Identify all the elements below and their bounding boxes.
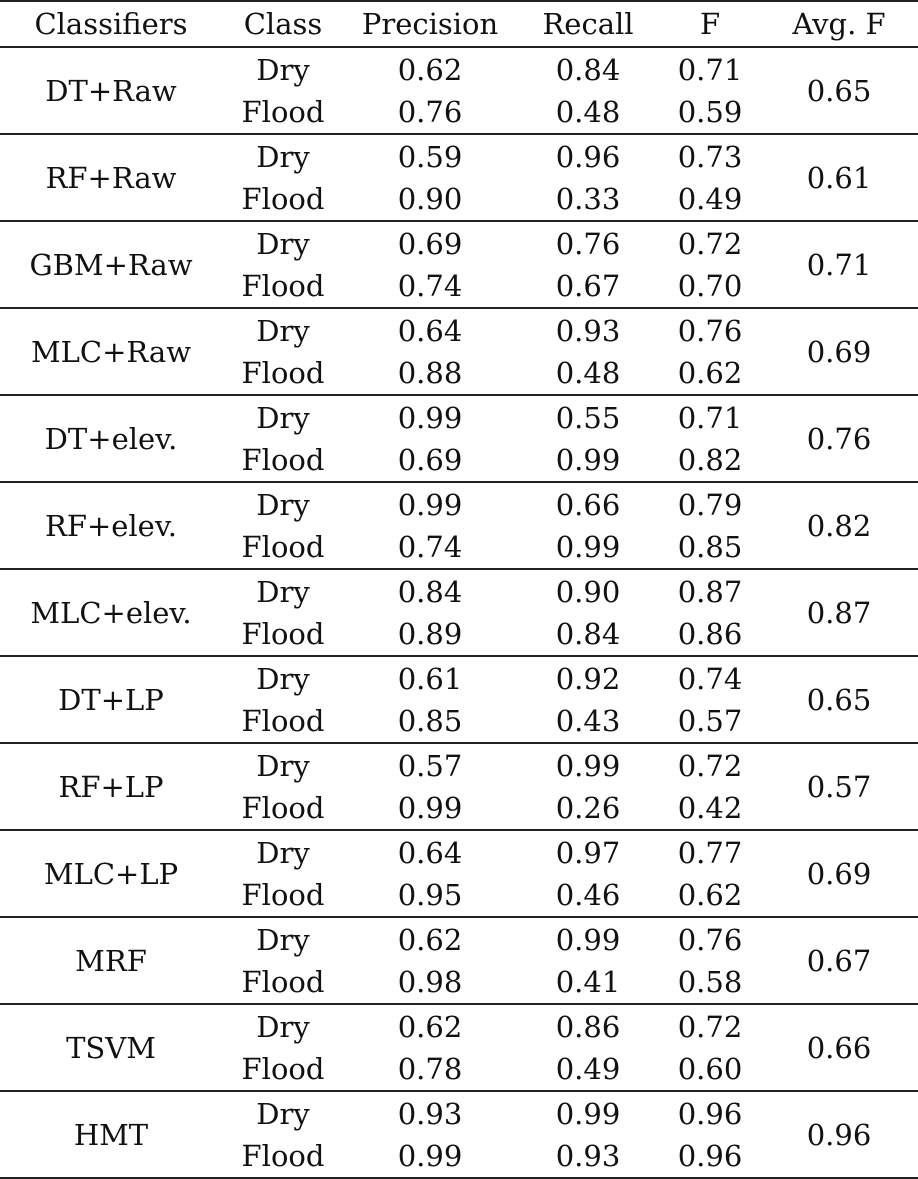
precision-value: 0.61 — [397, 662, 463, 696]
precision-value: 0.57 — [397, 749, 463, 783]
classifier-name: GBM+Raw — [0, 221, 222, 308]
class-label: Dry — [256, 227, 310, 261]
avg-f-value: 0.57 — [760, 743, 918, 830]
f-value: 0.58 — [660, 961, 760, 1004]
classifier-name: DT+Raw — [0, 47, 222, 134]
table-header — [0, 1, 918, 47]
f-value: 0.72 — [677, 749, 743, 783]
f-value: 0.60 — [660, 1048, 760, 1091]
table-row — [0, 308, 918, 352]
header-classifiers: Classifiers — [0, 1, 222, 47]
f-value: 0.77 — [677, 836, 743, 870]
f-value: 0.82 — [660, 439, 760, 482]
f-value: 0.96 — [677, 1097, 743, 1131]
class-label: Dry — [256, 314, 310, 348]
precision-value: 0.64 — [397, 836, 463, 870]
avg-f-value: 0.87 — [760, 569, 918, 656]
class-label: Dry — [256, 401, 310, 435]
precision-value: 0.89 — [344, 613, 516, 656]
header-precision: Precision — [344, 1, 516, 47]
avg-f-value: 0.69 — [760, 308, 918, 395]
precision-value: 0.64 — [397, 314, 463, 348]
recall-value: 0.86 — [555, 1010, 621, 1044]
recall-value: 0.93 — [516, 1135, 660, 1178]
table-row — [0, 395, 918, 439]
precision-value: 0.99 — [397, 401, 463, 435]
classifier-name: DT+elev. — [0, 395, 222, 482]
f-value: 0.70 — [660, 265, 760, 308]
f-value: 0.71 — [677, 53, 743, 87]
recall-value: 0.92 — [555, 662, 621, 696]
class-label: Dry — [256, 1010, 310, 1044]
recall-value: 0.46 — [516, 874, 660, 917]
recall-value: 0.26 — [516, 787, 660, 830]
recall-value: 0.43 — [516, 700, 660, 743]
avg-f-value: 0.76 — [760, 395, 918, 482]
precision-value: 0.69 — [397, 227, 463, 261]
avg-f-value: 0.67 — [760, 917, 918, 1004]
f-value: 0.71 — [677, 401, 743, 435]
classifier-name: MRF — [0, 917, 222, 1004]
class-label: Dry — [256, 575, 310, 609]
precision-value: 0.88 — [344, 352, 516, 395]
header-f: F — [660, 1, 760, 47]
f-value: 0.72 — [677, 1010, 743, 1044]
class-label: Dry — [256, 53, 310, 87]
f-value: 0.73 — [677, 140, 743, 174]
f-value: 0.49 — [660, 178, 760, 221]
header-class: Class — [222, 1, 344, 47]
table-body — [0, 47, 918, 1178]
precision-value: 0.90 — [344, 178, 516, 221]
f-value: 0.57 — [660, 700, 760, 743]
f-value: 0.42 — [660, 787, 760, 830]
header-avg-f: Avg. F — [760, 1, 918, 47]
f-value: 0.62 — [660, 352, 760, 395]
class-label: Flood — [222, 352, 344, 395]
header-recall: Recall — [516, 1, 660, 47]
avg-f-value: 0.69 — [760, 830, 918, 917]
header-row — [0, 1, 918, 47]
recall-value: 0.99 — [555, 1097, 621, 1131]
precision-value: 0.69 — [344, 439, 516, 482]
class-label: Flood — [222, 439, 344, 482]
recall-value: 0.97 — [555, 836, 621, 870]
avg-f-value: 0.61 — [760, 134, 918, 221]
f-value: 0.86 — [660, 613, 760, 656]
recall-value: 0.33 — [516, 178, 660, 221]
precision-value: 0.99 — [397, 488, 463, 522]
classifier-name: RF+elev. — [0, 482, 222, 569]
f-value: 0.85 — [660, 526, 760, 569]
recall-value: 0.99 — [555, 749, 621, 783]
recall-value: 0.49 — [516, 1048, 660, 1091]
table-row — [0, 656, 918, 700]
class-label: Flood — [222, 874, 344, 917]
classifier-name: HMT — [0, 1091, 222, 1178]
recall-value: 0.76 — [555, 227, 621, 261]
precision-value: 0.85 — [344, 700, 516, 743]
avg-f-value: 0.96 — [760, 1091, 918, 1178]
recall-value: 0.48 — [516, 91, 660, 134]
avg-f-value: 0.82 — [760, 482, 918, 569]
precision-value: 0.99 — [344, 787, 516, 830]
recall-value: 0.55 — [555, 401, 621, 435]
f-value: 0.74 — [677, 662, 743, 696]
f-value: 0.87 — [677, 575, 743, 609]
precision-value: 0.62 — [397, 53, 463, 87]
precision-value: 0.76 — [344, 91, 516, 134]
class-label: Flood — [222, 91, 344, 134]
table-row — [0, 1091, 918, 1135]
f-value: 0.72 — [677, 227, 743, 261]
precision-value: 0.84 — [397, 575, 463, 609]
class-label: Flood — [222, 1135, 344, 1178]
recall-value: 0.84 — [516, 613, 660, 656]
class-label: Dry — [256, 140, 310, 174]
avg-f-value: 0.65 — [760, 656, 918, 743]
recall-value: 0.99 — [555, 923, 621, 957]
class-label: Dry — [256, 1097, 310, 1131]
class-label: Dry — [256, 923, 310, 957]
table-row — [0, 830, 918, 874]
class-label: Flood — [222, 613, 344, 656]
f-value: 0.96 — [660, 1135, 760, 1178]
precision-value: 0.62 — [397, 1010, 463, 1044]
precision-value: 0.78 — [344, 1048, 516, 1091]
precision-value: 0.59 — [397, 140, 463, 174]
precision-value: 0.93 — [397, 1097, 463, 1131]
table-row — [0, 47, 918, 91]
recall-value: 0.93 — [555, 314, 621, 348]
recall-value: 0.84 — [555, 53, 621, 87]
recall-value: 0.48 — [516, 352, 660, 395]
classifier-name: DT+LP — [0, 656, 222, 743]
f-value: 0.62 — [660, 874, 760, 917]
class-label: Flood — [222, 265, 344, 308]
recall-value: 0.67 — [516, 265, 660, 308]
table-row — [0, 569, 918, 613]
table-row — [0, 1004, 918, 1048]
precision-value: 0.74 — [344, 265, 516, 308]
precision-value: 0.98 — [344, 961, 516, 1004]
recall-value: 0.90 — [555, 575, 621, 609]
f-value: 0.76 — [677, 314, 743, 348]
precision-value: 0.95 — [344, 874, 516, 917]
classifier-name: MLC+Raw — [0, 308, 222, 395]
class-label: Flood — [222, 961, 344, 1004]
classifier-name: RF+Raw — [0, 134, 222, 221]
class-label: Dry — [256, 488, 310, 522]
class-label: Dry — [256, 836, 310, 870]
avg-f-value: 0.71 — [760, 221, 918, 308]
class-label: Dry — [256, 662, 310, 696]
table-row — [0, 743, 918, 787]
avg-f-value: 0.66 — [760, 1004, 918, 1091]
recall-value: 0.96 — [555, 140, 621, 174]
classifier-name: MLC+LP — [0, 830, 222, 917]
recall-value: 0.41 — [516, 961, 660, 1004]
precision-value: 0.99 — [344, 1135, 516, 1178]
f-value: 0.76 — [677, 923, 743, 957]
classifier-name: RF+LP — [0, 743, 222, 830]
class-label: Flood — [222, 1048, 344, 1091]
classifier-name: MLC+elev. — [0, 569, 222, 656]
class-label: Flood — [222, 787, 344, 830]
f-value: 0.79 — [677, 488, 743, 522]
class-label: Dry — [256, 749, 310, 783]
classifier-name: TSVM — [0, 1004, 222, 1091]
class-label: Flood — [222, 526, 344, 569]
class-label: Flood — [222, 700, 344, 743]
table-row — [0, 134, 918, 178]
avg-f-value: 0.65 — [760, 47, 918, 134]
class-label: Flood — [222, 178, 344, 221]
f-value: 0.59 — [660, 91, 760, 134]
recall-value: 0.66 — [555, 488, 621, 522]
table-row — [0, 221, 918, 265]
table-row — [0, 482, 918, 526]
precision-value: 0.74 — [344, 526, 516, 569]
recall-value: 0.99 — [516, 439, 660, 482]
table-row — [0, 917, 918, 961]
precision-value: 0.62 — [397, 923, 463, 957]
recall-value: 0.99 — [516, 526, 660, 569]
